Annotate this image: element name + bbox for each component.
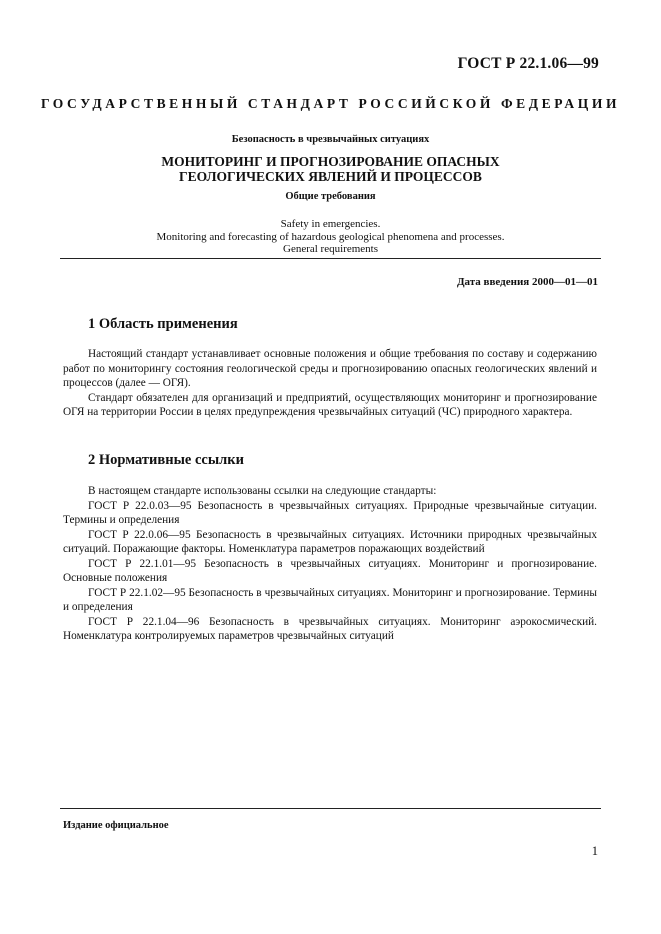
- section-2-title: 2 Нормативные ссылки: [88, 452, 244, 468]
- general-requirements-heading: Общие требования: [285, 191, 376, 202]
- reference-item: ГОСТ Р 22.0.06—95 Безопасность в чрезвычайных ситуациях. Источники природных чрезвычайных ситуаций. Поражающие факторы. Номенклатура параметров поражающих воздействий: [63, 528, 597, 555]
- english-title-line-2: Monitoring and forecasting of hazardous geological phenomena and processes.: [156, 230, 505, 243]
- section-2-intro: В настоящем стандарте использованы ссылки на следующие стандарты:: [88, 485, 437, 497]
- reference-item: ГОСТ Р 22.1.04—96 Безопасность в чрезвычайных ситуациях. Мониторинг аэрокосмический. Номенклатура контролируемых параметров чрезвычайных ситуаций: [63, 615, 597, 642]
- page-number: 1: [591, 844, 598, 858]
- official-edition-label: Издание официальное: [63, 820, 169, 831]
- section-1-paragraph-1: Настоящий стандарт устанавливает основные положения и общие требования по составу и содержанию работ по мониторингу состояния геологической среды и прогнозированию опасных геологических явлений и процессов (далее — ОГЯ).: [63, 348, 597, 389]
- introduction-date: Дата введения 2000—01—01: [456, 276, 598, 288]
- reference-item: ГОСТ Р 22.1.02—95 Безопасность в чрезвычайных ситуациях. Мониторинг и прогнозирование. Термины и определения: [63, 586, 597, 613]
- header-divider: [60, 258, 601, 259]
- section-1-body: [63, 347, 597, 420]
- main-title-line-2: ГЕОЛОГИЧЕСКИХ ЯВЛЕНИЙ И ПРОЦЕССОВ: [179, 169, 482, 184]
- english-title-line-3: General requirements: [283, 243, 378, 255]
- main-title-line-1: МОНИТОРИНГ И ПРОГНОЗИРОВАНИЕ ОПАСНЫХ: [161, 154, 500, 169]
- reference-item: ГОСТ Р 22.1.01—95 Безопасность в чрезвычайных ситуациях. Мониторинг и прогнозирование. Основные положения: [63, 557, 597, 584]
- footer-divider: [60, 808, 601, 809]
- section-1-paragraph-2: Стандарт обязателен для организаций и предприятий, осуществляющих мониторинг и прогнозирование ОГЯ на территории России в целях предупреждения чрезвычайных ситуаций (ЧС) природного характера.: [63, 391, 597, 418]
- document-main-title: [60, 154, 601, 184]
- reference-item: ГОСТ Р 22.0.03—95 Безопасность в чрезвычайных ситуациях. Природные чрезвычайные ситуации. Термины и определения: [63, 499, 597, 526]
- state-standard-title: ГОСУДАРСТВЕННЫЙ СТАНДАРТ РОССИЙСКОЙ ФЕДЕРАЦИИ: [40, 96, 621, 111]
- english-title: [60, 218, 601, 256]
- section-2-body: [63, 484, 597, 644]
- document-subtitle: Безопасность в чрезвычайных ситуациях: [231, 134, 430, 145]
- section-1-title: 1 Область применения: [88, 316, 238, 332]
- english-title-line-1: Safety in emergencies.: [280, 218, 381, 230]
- document-code: ГОСТ Р 22.1.06—99: [457, 55, 599, 72]
